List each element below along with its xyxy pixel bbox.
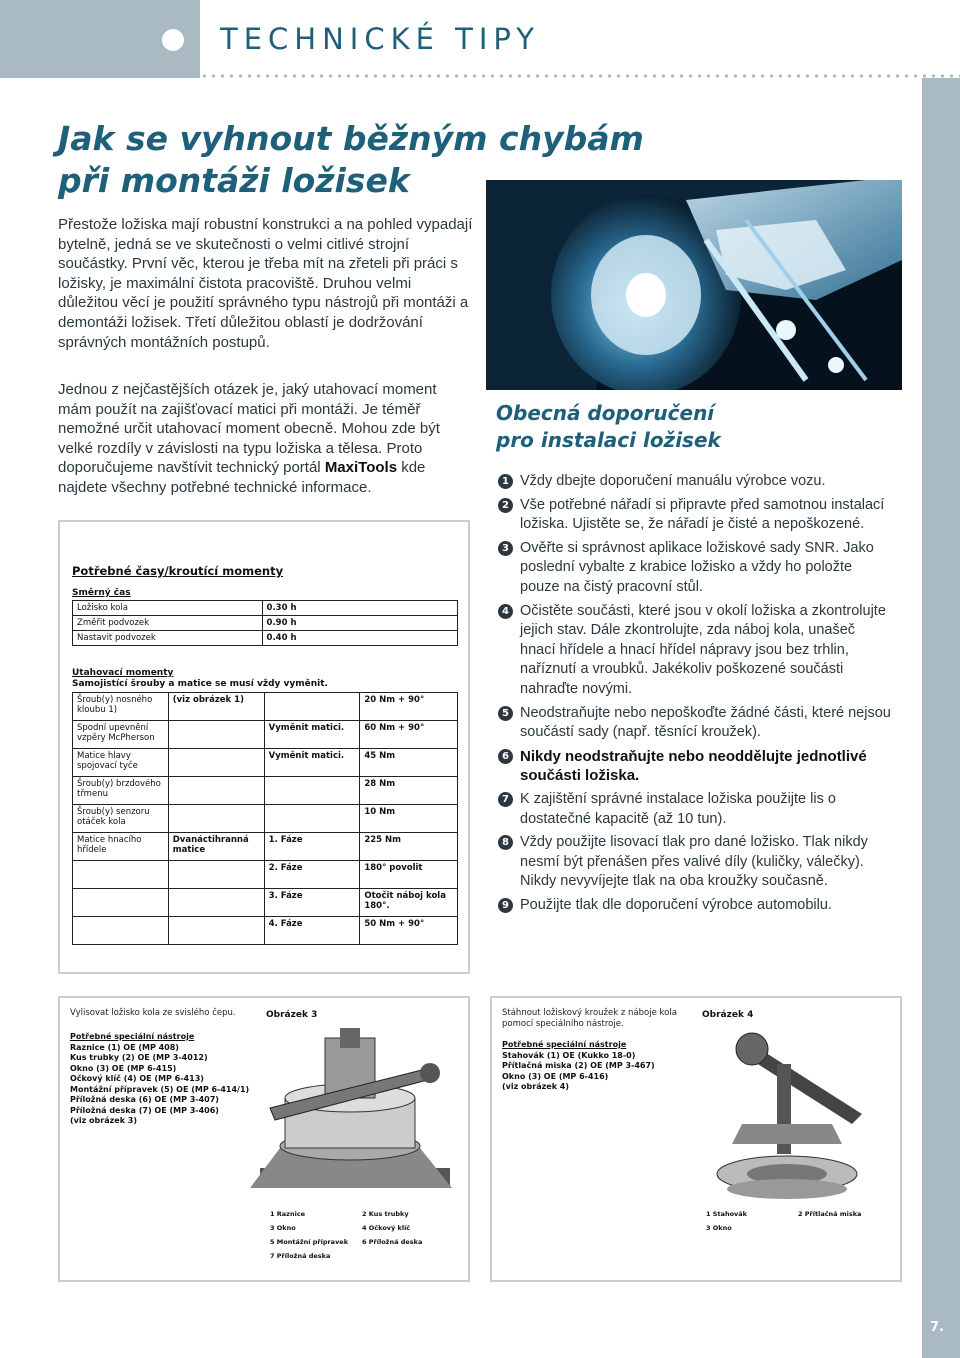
torque-cell [168, 889, 264, 917]
figure4-tools [502, 1040, 682, 1093]
recommendations-heading [496, 400, 796, 454]
bullet-dot-icon [162, 29, 184, 51]
figure3-tool-item: Příložná deska (7) OE (MP 3-406) [70, 1105, 219, 1115]
torque-cell: 50 Nm + 90° [360, 917, 458, 945]
tip-number-icon: 9 [498, 898, 513, 913]
torque-cell: Šroub(y) senzoru otáček kola [73, 805, 169, 833]
figure3-tool-item: Okno (3) OE (MP 6-415) [70, 1063, 177, 1073]
torque-cell: 4. Fáze [264, 917, 360, 945]
torque-row [73, 805, 458, 833]
figure3-legend-item: 6 Příložná deska [362, 1238, 423, 1246]
tip-item [498, 602, 893, 700]
figure3-box [58, 996, 470, 1282]
torque-cell: Matice hlavy spojovací tyče [73, 749, 169, 777]
time-table [72, 600, 458, 646]
tip-item [498, 496, 893, 535]
torque-cell: 2. Fáze [264, 861, 360, 889]
figure4-legend-item: 2 Přítlačná miska [798, 1210, 862, 1218]
tip-text: Vždy použijte lisovací tlak pro dané ložisko. Tlak nikdy nesmí být přenášen přes valivé díly (kuličky, válečky). Nikdy nevyvíjejte tlak na oba kroužky současně. [520, 834, 868, 890]
figure4-tool-item: Přítlačná miska (2) OE (MP 3-467) [502, 1061, 655, 1070]
page-title-line2: při montáži ložisek [58, 161, 410, 200]
figure3-legend-item: 5 Montážní přípravek [270, 1238, 349, 1246]
torque-cell [264, 693, 360, 721]
tip-item [498, 472, 893, 492]
page-title-line1: Jak se vyhnout běžným chybám [58, 119, 644, 158]
figure3-tool-item: (viz obrázek 3) [70, 1116, 138, 1125]
time-cell: Změřit podvozek [73, 616, 263, 631]
time-cell: 0.30 h [262, 601, 457, 616]
torque-table-title: Potřebné časy/kroutící momenty [72, 564, 284, 578]
torque-row [73, 721, 458, 749]
time-heading: Směrný čas [72, 588, 131, 598]
torque-cell: Šroub(y) nosného kloubu 1) [73, 693, 169, 721]
torque-cell: Matice hnacího hřídele [73, 833, 169, 861]
torque-cell: (viz obrázek 1) [168, 693, 264, 721]
intro-paragraph: Přestože ložiska mají robustní konstrukci a na pohled vypadají bytelně, jedná se ve skutečnosti o velmi citlivé strojní součástky. První věc, kterou je třeba mít na zřeteli při práci s ložisky, je maximální čistota pracoviště. Druhou velmi důležitou věcí je použití správného typu nástrojů při montáži a demontáži ložisek. Třetí důležitou oblastí je dodržování správných montážních postupů. [58, 216, 473, 351]
torque-cell: 60 Nm + 90° [360, 721, 458, 749]
torque-cell: 45 Nm [360, 749, 458, 777]
torque-table-box [58, 520, 470, 974]
figure4-legend-item: 3 Okno [706, 1224, 732, 1232]
torque-row [73, 833, 458, 861]
torque-cell: 3. Fáze [264, 889, 360, 917]
tip-number-icon: 5 [498, 706, 513, 721]
figure3-legend-item: 4 Očkový klíč [362, 1224, 411, 1232]
figure4-caption: Stáhnout ložiskový kroužek z náboje kola pomocí speciálního nástroje. [502, 1008, 677, 1029]
tip-text: Nikdy neodstraňujte nebo neoddělujte jednotlivé součásti ložiska. [520, 747, 867, 785]
figure3-legend-item: 2 Kus trubky [362, 1210, 409, 1218]
figure3-tool-item: Montážní přípravek (5) OE (MP 6-414/1) [70, 1084, 250, 1094]
figure3-legend-item: 1 Raznice [270, 1210, 306, 1218]
torque-cell: 225 Nm [360, 833, 458, 861]
tip-item [498, 747, 893, 786]
torque-row [73, 749, 458, 777]
torque-cell [168, 749, 264, 777]
tip-item [498, 790, 893, 829]
torque-cell [264, 805, 360, 833]
torque-cell: 20 Nm + 90° [360, 693, 458, 721]
puller-tool-illustration [692, 1024, 892, 1204]
tip-number-icon: 2 [498, 498, 513, 513]
torque-cell: 1. Fáze [264, 833, 360, 861]
paragraph-text-after: kde najdete všechny potřebné technické informace. [58, 459, 426, 496]
torque-cell: 10 Nm [360, 805, 458, 833]
torque-cell: Vyměnit matici. [264, 749, 360, 777]
figure3-legend-item: 3 Okno [270, 1224, 296, 1232]
time-row [73, 631, 458, 646]
figure4-tools-heading: Potřebné speciální nástroje [502, 1040, 627, 1049]
right-margin-strip [922, 78, 960, 1358]
torque-cell [73, 917, 169, 945]
figure4-tools-list [502, 1051, 682, 1093]
torque-cell [168, 805, 264, 833]
paragraph-text-before: Jednou z nejčastějších otázek je, jaký utahovací moment mám použít na zajišťovací matici při montáži. Je téměř nemožné určit utahovací moment obecně. Mohou zde být velké rozdíly v závislosti na typu ložiska a tělesa. Proto doporučujeme navštívit technický portál [58, 381, 440, 477]
wheel-hub-illustration [486, 180, 902, 390]
figure4-box [490, 996, 902, 1282]
recommendations-heading-line2: pro instalaci ložisek [496, 428, 721, 452]
torque-note: Samojistící šrouby a matice se musí vždy vyměnit. [72, 679, 328, 689]
maxitools-brand: MaxiTools [324, 459, 398, 477]
figure4-legend-item: 1 Stahovák [706, 1210, 747, 1218]
header-band [0, 0, 960, 78]
torque-table [72, 692, 458, 945]
tip-text: Vše potřebné nářadí si připravte před samotnou instalací ložiska. Ujistěte se, že nářadí je čisté a nepoškozené. [520, 496, 885, 533]
time-cell: 0.90 h [262, 616, 457, 631]
torque-cell [168, 721, 264, 749]
torque-row [73, 889, 458, 917]
page-number: 7. [930, 1320, 944, 1335]
tip-number-icon: 3 [498, 541, 513, 556]
tip-item [498, 704, 893, 743]
figure4-tool-item: (viz obrázek 4) [502, 1082, 570, 1091]
torque-cell: Vyměnit matici. [264, 721, 360, 749]
figure4-tool-item: Okno (3) OE (MP 6-416) [502, 1071, 609, 1081]
time-cell: 0.40 h [262, 631, 457, 646]
figure3-tools-list [70, 1043, 250, 1127]
torque-cell: 28 Nm [360, 777, 458, 805]
hero-image [486, 180, 902, 390]
torque-cell: 180° povolit [360, 861, 458, 889]
maxitools-paragraph [58, 380, 473, 498]
torque-cell: Spodní upevnění vzpěry McPherson [73, 721, 169, 749]
torque-cell [73, 889, 169, 917]
figure3-label: Obrázek 3 [266, 1010, 318, 1020]
torque-row [73, 917, 458, 945]
recommendations-heading-line1: Obecná doporučení [496, 401, 715, 425]
tip-text: Očistěte součásti, které jsou v okolí ložiska a zkontrolujte jejich stav. Dále zkontrolujte, zda náboj kola, unašeč hnací hřídele a hnací hřídel nápravy jsou bez trhlin, naříznutí a vroubků. Jakékoliv poškozené součásti nahraďte novými. [520, 602, 886, 697]
torque-row [73, 777, 458, 805]
tip-text: Ověřte si správnost aplikace ložiskové sady SNR. Jako poslední vybalte z krabice ložisko a vždy ho položte pouze na čistý pracovní stůl. [520, 539, 874, 595]
figure3-tools-heading: Potřebné speciální nástroje [70, 1032, 195, 1041]
time-row [73, 616, 458, 631]
torque-heading: Utahovací momenty [72, 668, 174, 678]
figure3-tool-item: Kus trubky (2) OE (MP 3-4012) [70, 1053, 208, 1062]
tip-text: K zajištění správné instalace ložiska použijte lis o dostatečné kapacitě (až 10 tun). [520, 790, 836, 827]
dotted-divider [200, 74, 960, 78]
torque-row [73, 861, 458, 889]
tip-text: Použijte tlak dle doporučení výrobce automobilu. [520, 896, 832, 913]
torque-cell: Dvanáctihranná matice [168, 833, 264, 861]
tip-item [498, 896, 893, 916]
figure3-tool-item: Příložná deska (6) OE (MP 3-407) [70, 1095, 219, 1104]
figure4-label: Obrázek 4 [702, 1010, 754, 1020]
tip-number-icon: 7 [498, 792, 513, 807]
tip-text: Vždy dbejte doporučení manuálu výrobce vozu. [520, 473, 826, 489]
time-cell: Ložisko kola [73, 601, 263, 616]
torque-cell [73, 861, 169, 889]
tip-number-icon: 8 [498, 835, 513, 850]
tip-number-icon: 6 [498, 749, 513, 764]
torque-cell: Šroub(y) brzdového třmenu [73, 777, 169, 805]
time-cell: Nastavit podvozek [73, 631, 263, 646]
figure4-tool-item: Stahovák (1) OE (Kukko 18-0) [502, 1050, 636, 1060]
bearing-press-illustration [240, 1028, 460, 1198]
torque-cell: Otočit náboj kola 180°. [360, 889, 458, 917]
tip-item [498, 539, 893, 598]
tip-number-icon: 1 [498, 474, 513, 489]
time-row [73, 601, 458, 616]
figure3-tool-item: Očkový klíč (4) OE (MP 6-413) [70, 1074, 204, 1083]
torque-cell [168, 917, 264, 945]
figure3-legend-item: 7 Příložná deska [270, 1252, 331, 1260]
torque-row [73, 693, 458, 721]
torque-cell [168, 861, 264, 889]
tips-list [498, 472, 893, 919]
tip-number-icon: 4 [498, 604, 513, 619]
figure3-tool-item: Raznice (1) OE (MP 408) [70, 1042, 179, 1052]
torque-cell [168, 777, 264, 805]
tip-item [498, 833, 893, 892]
tip-text: Neodstraňujte nebo nepoškoďte žádné části, které nejsou součástí sady (např. těsnící kroužek). [520, 704, 891, 741]
section-label: TECHNICKÉ TIPY [220, 22, 540, 56]
figure3-caption: Vylisovat ložisko kola ze svislého čepu. [70, 1008, 236, 1018]
torque-cell [264, 777, 360, 805]
figure3-tools [70, 1032, 250, 1127]
